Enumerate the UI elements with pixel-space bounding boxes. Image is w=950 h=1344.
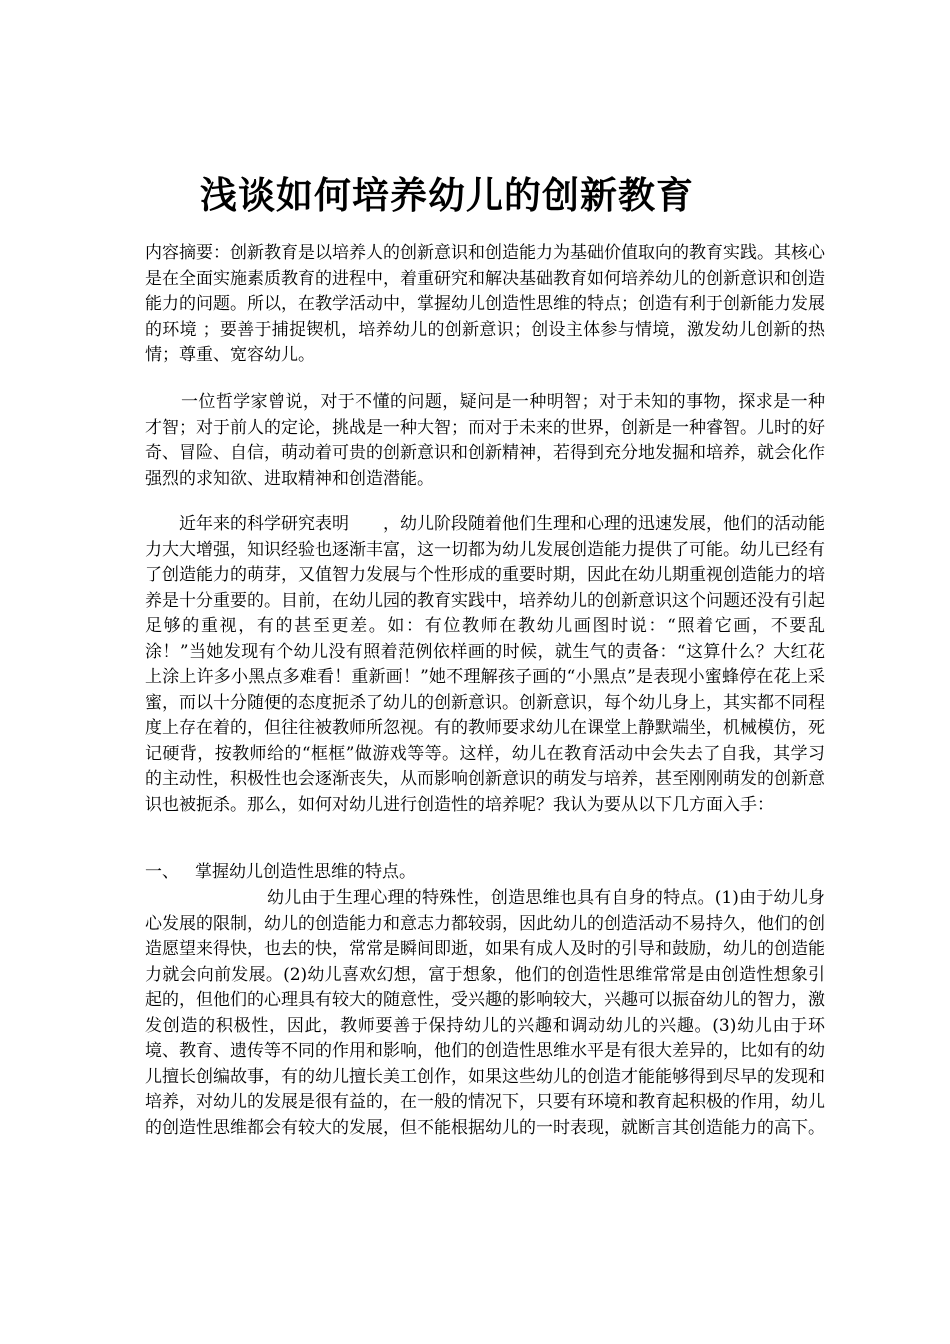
section-heading-1 [145, 860, 825, 886]
section-heading-text: 掌握幼儿创造性思维的特点。 [195, 862, 416, 882]
document-title: 浅谈如何培养幼儿的创新教育 [200, 174, 694, 217]
abstract-paragraph: 内容摘要：创新教育是以培养人的创新意识和创造能力为基础价值取向的教育实践。其核心是在全面实施素质教育的进程中，着重研究和解决基础教育如何培养幼儿的创新意识和创造能力的问题。所以，在教学活动中，掌握幼儿创造性思维的特点；创造有利于创新能力发展的环境 ；要善于捕捉锲机，培养幼儿的创新意识；创设主体参与情境，激发幼儿创新的热情；尊重、宽容幼儿。 [145, 243, 825, 365]
body-paragraph-1: 一位哲学家曾说，对于不懂的问题，疑问是一种明智；对于未知的事物，探求是一种才智；对于前人的定论，挑战是一种大智；而对于未来的世界，创新是一种睿智。儿时的好奇、冒险、自信，萌动着可贵的创新意识和创新精神，若得到充分地发掘和培养，就会化作强烈的求知欲、进取精神和创造潜能。 [145, 392, 825, 489]
body-paragraph-2: 近年来的科学研究表明 ，幼儿阶段随着他们生理和心理的迅速发展，他们的活动能力大大增强，知识经验也逐渐丰富，这一切都为幼儿发展创造能力提供了可能。幼儿已经有了创造能力的萌芽，又值智力发展与个性形成的重要时期，因此在幼儿期重视创造能力的培养是十分重要的。目前，在幼儿园的教育实践中，培养幼儿的创新意识这个问题还没有引起足够的重视，有的甚至更差。如：有位教师在教幼儿画图时说：“照着它画，不要乱涂！”当她发现有个幼儿没有照着范例依样画的时候，就生气的责备：“这算什么？大红花上涂上许多小黑点多难看！重新画！”她不理解孩子画的“小黑点”是表现小蜜蜂停在花上采蜜，而以十分随便的态度扼杀了幼儿的创新意识。创新意识，每个幼儿身上，其实都不同程度上存在着的，但往往被教师所忽视。有的教师要求幼儿在课堂上静默端坐，机械模仿，死记硬背，按教师给的“框框”做游戏等等。这样，幼儿在教育活动中会失去了自我，其学习的主动性，积极性也会逐渐丧失，从而影响创新意识的萌发与培养，甚至刚刚萌发的创新意识也被扼杀。那么，如何对幼儿进行创造性的培养呢？我认为要从以下几方面入手： [145, 514, 825, 815]
section-heading-number: 一、 [145, 862, 179, 882]
body-paragraph-3: 幼儿由于生理心理的特殊性，创造思维也具有自身的特点。(1)由于幼儿身心发展的限制，幼儿的创造能力和意志力都较弱，因此幼儿的创造活动不易持久，他们的创造愿望来得快，也去的快，常常是瞬间即逝，如果有成人及时的引导和鼓励，幼儿的创造能力就会向前发展。(2)幼儿喜欢幻想，富于想象，他们的创造性思维常常是由创造性想象引起的，但他们的心理具有较大的随意性，受兴趣的影响较大，兴趣可以振奋幼儿的智力，激发创造的积极性，因此，教师要善于保持幼儿的兴趣和调动幼儿的兴趣。(3)幼儿由于环境、教育、遗传等不同的作用和影响，他们的创造性思维水平是有很大差异的，比如有的幼儿擅长创编故事，有的幼儿擅长美工创作，如果这些幼儿的创造才能能够得到尽早的发现和培养，对幼儿的发展是很有益的，在一般的情况下，只要有环境和教育起积极的作用，幼儿的创造性思维都会有较大的发展，但不能根据幼儿的一时表现，就断言其创造能力的高下。 [145, 888, 825, 1138]
